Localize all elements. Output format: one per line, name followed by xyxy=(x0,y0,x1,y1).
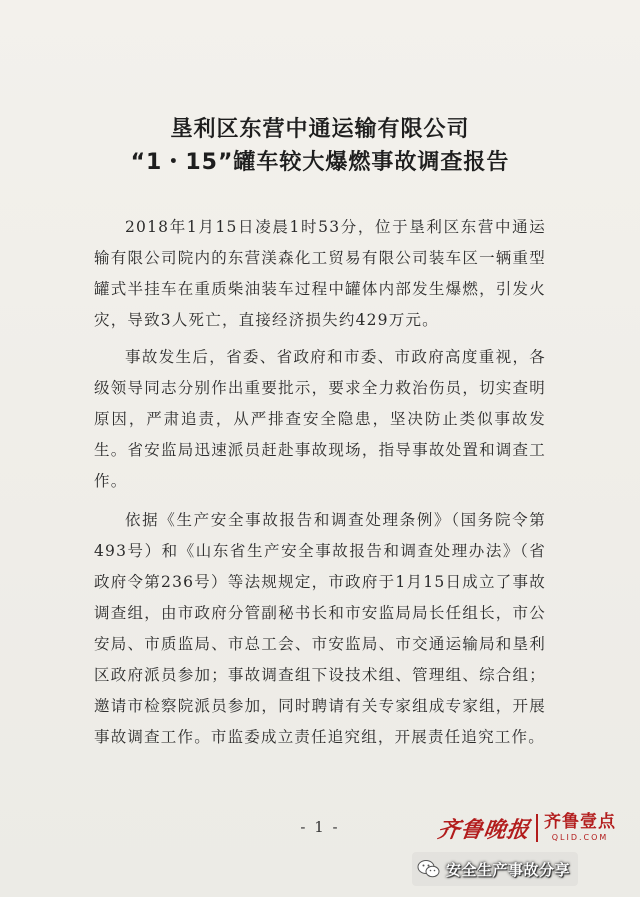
paragraph-response: 事故发生后，省委、省政府和市委、市政府高度重视，各级领导同志分别作出重要批示，要求全力救治伤员，切实查明原因，严肃追责，从严排查安全隐患，坚决防止类似事故发生。省安监局迅速派员赶赴事故现场，指导事故处置和调查工作。 xyxy=(94,348,546,490)
logo-sub xyxy=(544,814,616,842)
logo-main-text: 齐鲁晚报 xyxy=(435,816,532,843)
wechat-icon xyxy=(416,856,442,882)
wechat-watermark xyxy=(412,852,578,886)
document-title-line-2: “1・15”罐车较大爆燃事故调查报告 xyxy=(130,150,510,175)
logo-sub-en: QLID.COM xyxy=(551,833,609,842)
logo-sub-cn: 齐鲁壹点 xyxy=(544,812,617,832)
page-number: - 1 - xyxy=(300,818,340,836)
paragraph-incident-summary: 2018年1月15日凌晨1时53分，位于垦利区东营中通运输有限公司院内的东营渼森化工贸易有限公司装车区一辆重型罐式半挂车在重质柴油装车过程中罐体内部发生爆燃，引发火灾，导致3人死亡，直接经济损失约429万元。 xyxy=(94,218,546,329)
watermark-text: 安全生产事故分享 xyxy=(446,860,571,879)
logo-divider xyxy=(536,814,538,842)
document-title-line-1: 垦利区东营中通运输有限公司 xyxy=(170,117,470,142)
paragraph-investigation-basis: 依据《生产安全事故报告和调查处理条例》（国务院令第493号）和《山东省生产安全事故报告和调查处理办法》（省政府令第236号）等法规规定，市政府于1月15日成立了事故调查组，由市政府分管副秘书长和市安监局局长任组长，市公安局、市质监局、市总工会、市安监局、市交通运输局和垦利区政府派员参加；事故调查组下设技术组、管理组、综合组；邀请市检察院派员参加，同时聘请有关专家组成专家组，开展事故调查工作。市监委成立责任追究组，开展责任追究工作。 xyxy=(94,511,546,746)
qilu-evening-news-logo xyxy=(435,808,617,848)
